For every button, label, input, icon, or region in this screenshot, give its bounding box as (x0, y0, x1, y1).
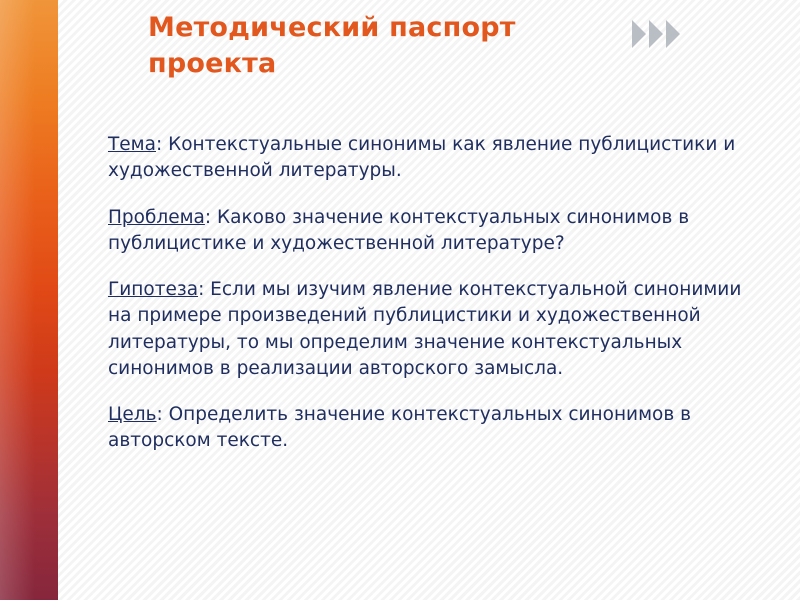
chevrons-decoration (632, 16, 712, 52)
paragraph-text: : Контекстуальные синонимы как явление публицистики и художественной литературы. (108, 134, 736, 182)
paragraph-gipoteza (108, 277, 766, 382)
chevron-right-icon (632, 20, 646, 48)
paragraph-label: Тема (108, 134, 156, 155)
paragraph-tema (108, 132, 766, 185)
left-gradient-bar (0, 0, 58, 600)
page-title: Методический паспорт проекта (148, 12, 516, 79)
paragraph-tsel (108, 402, 766, 455)
left-gradient-bar-highlight (0, 0, 58, 600)
paragraph-problema (108, 205, 766, 258)
paragraph-label: Цель (108, 404, 157, 426)
paragraph-text: : Определить значение контекстуальных синонимов в авторском тексте. (108, 404, 692, 452)
paragraph-text: : Если мы изучим явление контекстуальной синонимии на примере произведений публицистики и художественной литературы, то мы определим значение контекстуальных синонимов в реализации авторского замысла. (108, 279, 742, 379)
chevron-right-icon (649, 20, 663, 48)
paragraph-label: Проблема (108, 206, 205, 228)
paragraph-text: : Каково значение контекстуальных синонимов в публицистике и художественной литературе? (108, 206, 690, 254)
slide-body (108, 132, 766, 455)
paragraph-label: Гипотеза (108, 279, 199, 301)
chevron-right-icon (666, 20, 680, 48)
